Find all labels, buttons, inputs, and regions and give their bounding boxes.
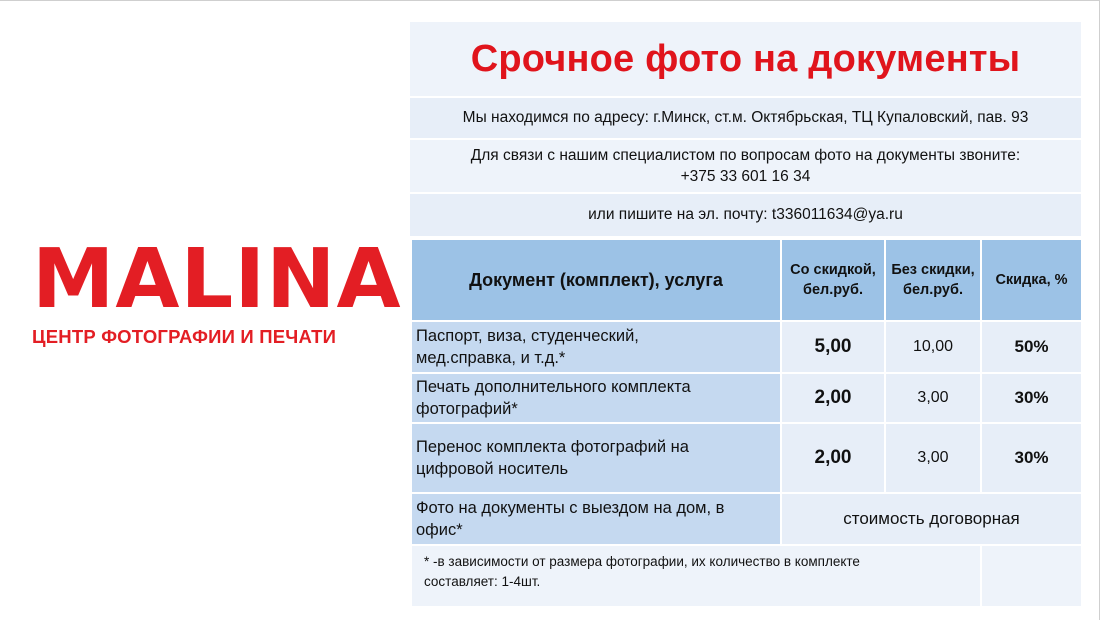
header-full-price [885,239,981,321]
row-service-line1: Паспорт, виза, студенческий, [416,327,639,345]
row-service-line2: мед.справка, и т.д.* [416,349,566,367]
header-discount-price-line1: Со скидкой, [790,262,876,278]
title-row [410,22,1081,98]
table-row [411,423,1082,493]
row-discount-price: 2,00 [781,373,885,423]
header-discount-price [781,239,885,321]
footnote-empty-cell [981,545,1082,607]
email-text: или пишите на эл. почту: t336011634@ya.ru [588,206,903,223]
header-service: Документ (комплект), услуга [411,239,781,321]
address-text: Мы находимся по адресу: г.Минск, ст.м. Октябрьская, ТЦ Купаловский, пав. 93 [462,109,1029,126]
row-service-line2: цифровой носитель [416,460,569,478]
price-table [410,238,1083,608]
address-row [410,98,1081,140]
onsite-service-line1: Фото на документы с выездом на дом, в [416,499,725,517]
onsite-service-line2: офис* [416,521,463,539]
row-service-line1: Перенос комплекта фотографий на [416,438,689,456]
contact-row [410,140,1081,194]
header-full-price-line1: Без скидки, [891,262,975,278]
row-service-line1: Печать дополнительного комплекта [416,378,691,396]
footnote-line2: составляет: 1-4шт. [424,574,541,589]
row-service [411,423,781,493]
row-discount-price: 5,00 [781,321,885,373]
onsite-price: стоимость договорная [781,493,1082,545]
contact-text: Для связи с нашим специалистом по вопросам фото на документы звоните: [470,147,1021,164]
email-row [410,194,1081,238]
row-service [411,373,781,423]
footnote-line1: * -в зависимости от размера фотографии, их количество в комплекте [424,554,860,569]
malina-logo [32,232,402,348]
row-full-price: 3,00 [885,373,981,423]
footnote [411,545,981,607]
row-full-price: 3,00 [885,423,981,493]
header-full-price-line2: бел.руб. [903,282,963,298]
page-top-edge [0,0,1100,1]
row-full-price: 10,00 [885,321,981,373]
row-service [411,321,781,373]
row-discount-pct: 30% [981,373,1082,423]
row-discount-pct: 50% [981,321,1082,373]
info-panel [410,22,1081,608]
header-discount-pct: Скидка, % [981,239,1082,321]
onsite-service [411,493,781,545]
logo-tagline: ЦЕНТР ФОТОГРАФИИ И ПЕЧАТИ [32,326,337,347]
table-header-row [411,239,1082,321]
logo-wordmark: MALINA [32,232,402,327]
contact-phone[interactable]: +375 33 601 16 34 [680,168,811,185]
footnote-row [411,545,1082,607]
table-row [411,321,1082,373]
row-discount-pct: 30% [981,423,1082,493]
table-row [411,373,1082,423]
table-row-onsite [411,493,1082,545]
page-title: Срочное фото на документы [470,37,1021,80]
row-discount-price: 2,00 [781,423,885,493]
header-discount-price-line2: бел.руб. [803,282,863,298]
row-service-line2: фотографий* [416,400,518,418]
